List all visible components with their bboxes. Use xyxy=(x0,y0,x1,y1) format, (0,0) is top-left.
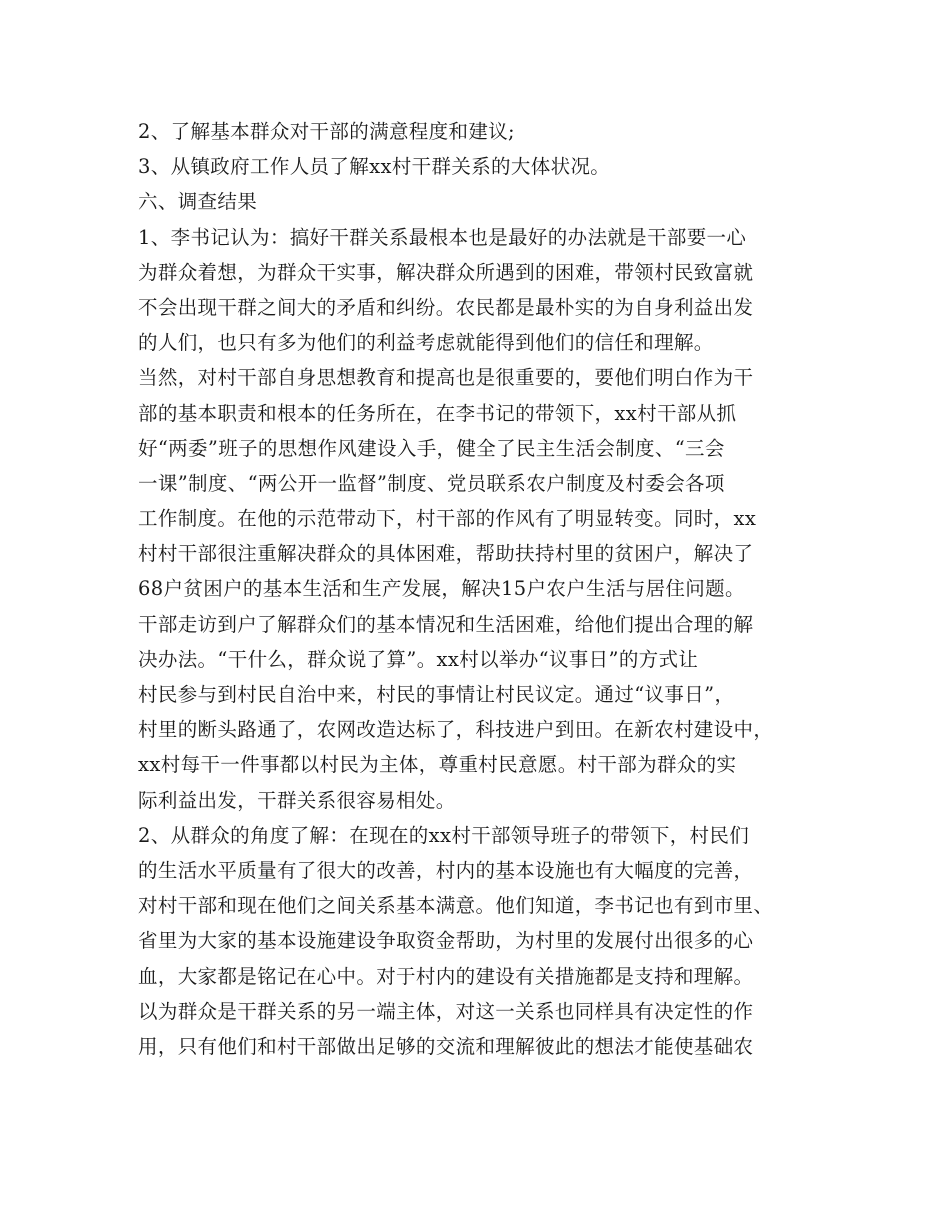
text-line: 干部走访到户了解群众们的基本情况和生活困难，给他们提出合理的解 xyxy=(138,612,754,636)
text-line: 用，只有他们和村干部做出足够的交流和理解彼此的想法才能使基础农 xyxy=(138,1034,754,1058)
document-body xyxy=(138,114,838,1064)
text-line: 3、从镇政府工作人员了解xx村干群关系的大体状况。 xyxy=(138,155,611,179)
text-line: 村里的断头路通了，农网改造达标了，科技进户到田。在新农村建设中， xyxy=(138,718,774,742)
text-line: 际利益出发，干群关系很容易相处。 xyxy=(138,788,456,812)
text-line: 省里为大家的基本设施建设争取资金帮助，为村里的发展付出很多的心 xyxy=(138,929,754,953)
text-line: 的生活水平质量有了很大的改善，村内的基本设施也有大幅度的完善， xyxy=(138,858,754,882)
text-line: 好“两委”班子的思想作风建设入手，健全了民主生活会制度、“三会 xyxy=(138,436,725,460)
text-line: 的人们，也只有多为他们的利益考虑就能得到他们的信任和理解。 xyxy=(138,331,714,355)
text-line: 不会出现干群之间大的矛盾和纠纷。农民都是最朴实的为自身利益出发 xyxy=(138,295,754,319)
text-line: 对村干部和现在他们之间关系基本满意。他们知道，李书记也有到市里、 xyxy=(138,894,774,918)
section-heading: 六、调查结果 xyxy=(138,190,258,214)
text-line: xx村每干一件事都以村民为主体，尊重村民意愿。村干部为群众的实 xyxy=(138,753,737,777)
text-line: 68户贫困户的基本生活和生产发展，解决15户农户生活与居住问题。 xyxy=(138,577,745,601)
text-line: 村村干部很注重解决群众的具体困难，帮助扶持村里的贫困户，解决了 xyxy=(138,542,754,566)
text-line: 工作制度。在他的示范带动下，村干部的作风有了明显转变。同时，xx xyxy=(138,507,757,531)
text-line: 1、李书记认为：搞好干群关系最根本也是最好的办法就是干部要一心 xyxy=(138,225,747,249)
text-line: 为群众着想，为群众干实事，解决群众所遇到的困难，带领村民致富就 xyxy=(138,260,754,284)
text-line: 2、从群众的角度了解：在现在的xx村干部领导班子的带领下，村民们 xyxy=(138,823,750,847)
text-line: 决办法。“干什么，群众说了算”。xx村以举办“议事日”的方式让 xyxy=(138,647,699,671)
text-line: 血，大家都是铭记在心中。对于村内的建设有关措施都是支持和理解。 xyxy=(138,964,754,988)
text-line: 当然，对村干部自身思想教育和提高也是很重要的，要他们明白作为干 xyxy=(138,366,754,390)
text-line: 部的基本职责和根本的任务所在，在李书记的带领下，xx村干部从抓 xyxy=(138,401,737,425)
text-line: 2、了解基本群众对干部的满意程度和建议; xyxy=(138,120,515,143)
text-line: 村民参与到村民自治中来，村民的事情让村民议定。通过“议事日”， xyxy=(138,683,735,706)
text-line: 以为群众是干群关系的另一端主体，对这一关系也同样具有决定性的作 xyxy=(138,999,754,1023)
text-line: 一课”制度、“两公开一监督”制度、党员联系农户制度及村委会各项 xyxy=(138,471,725,495)
